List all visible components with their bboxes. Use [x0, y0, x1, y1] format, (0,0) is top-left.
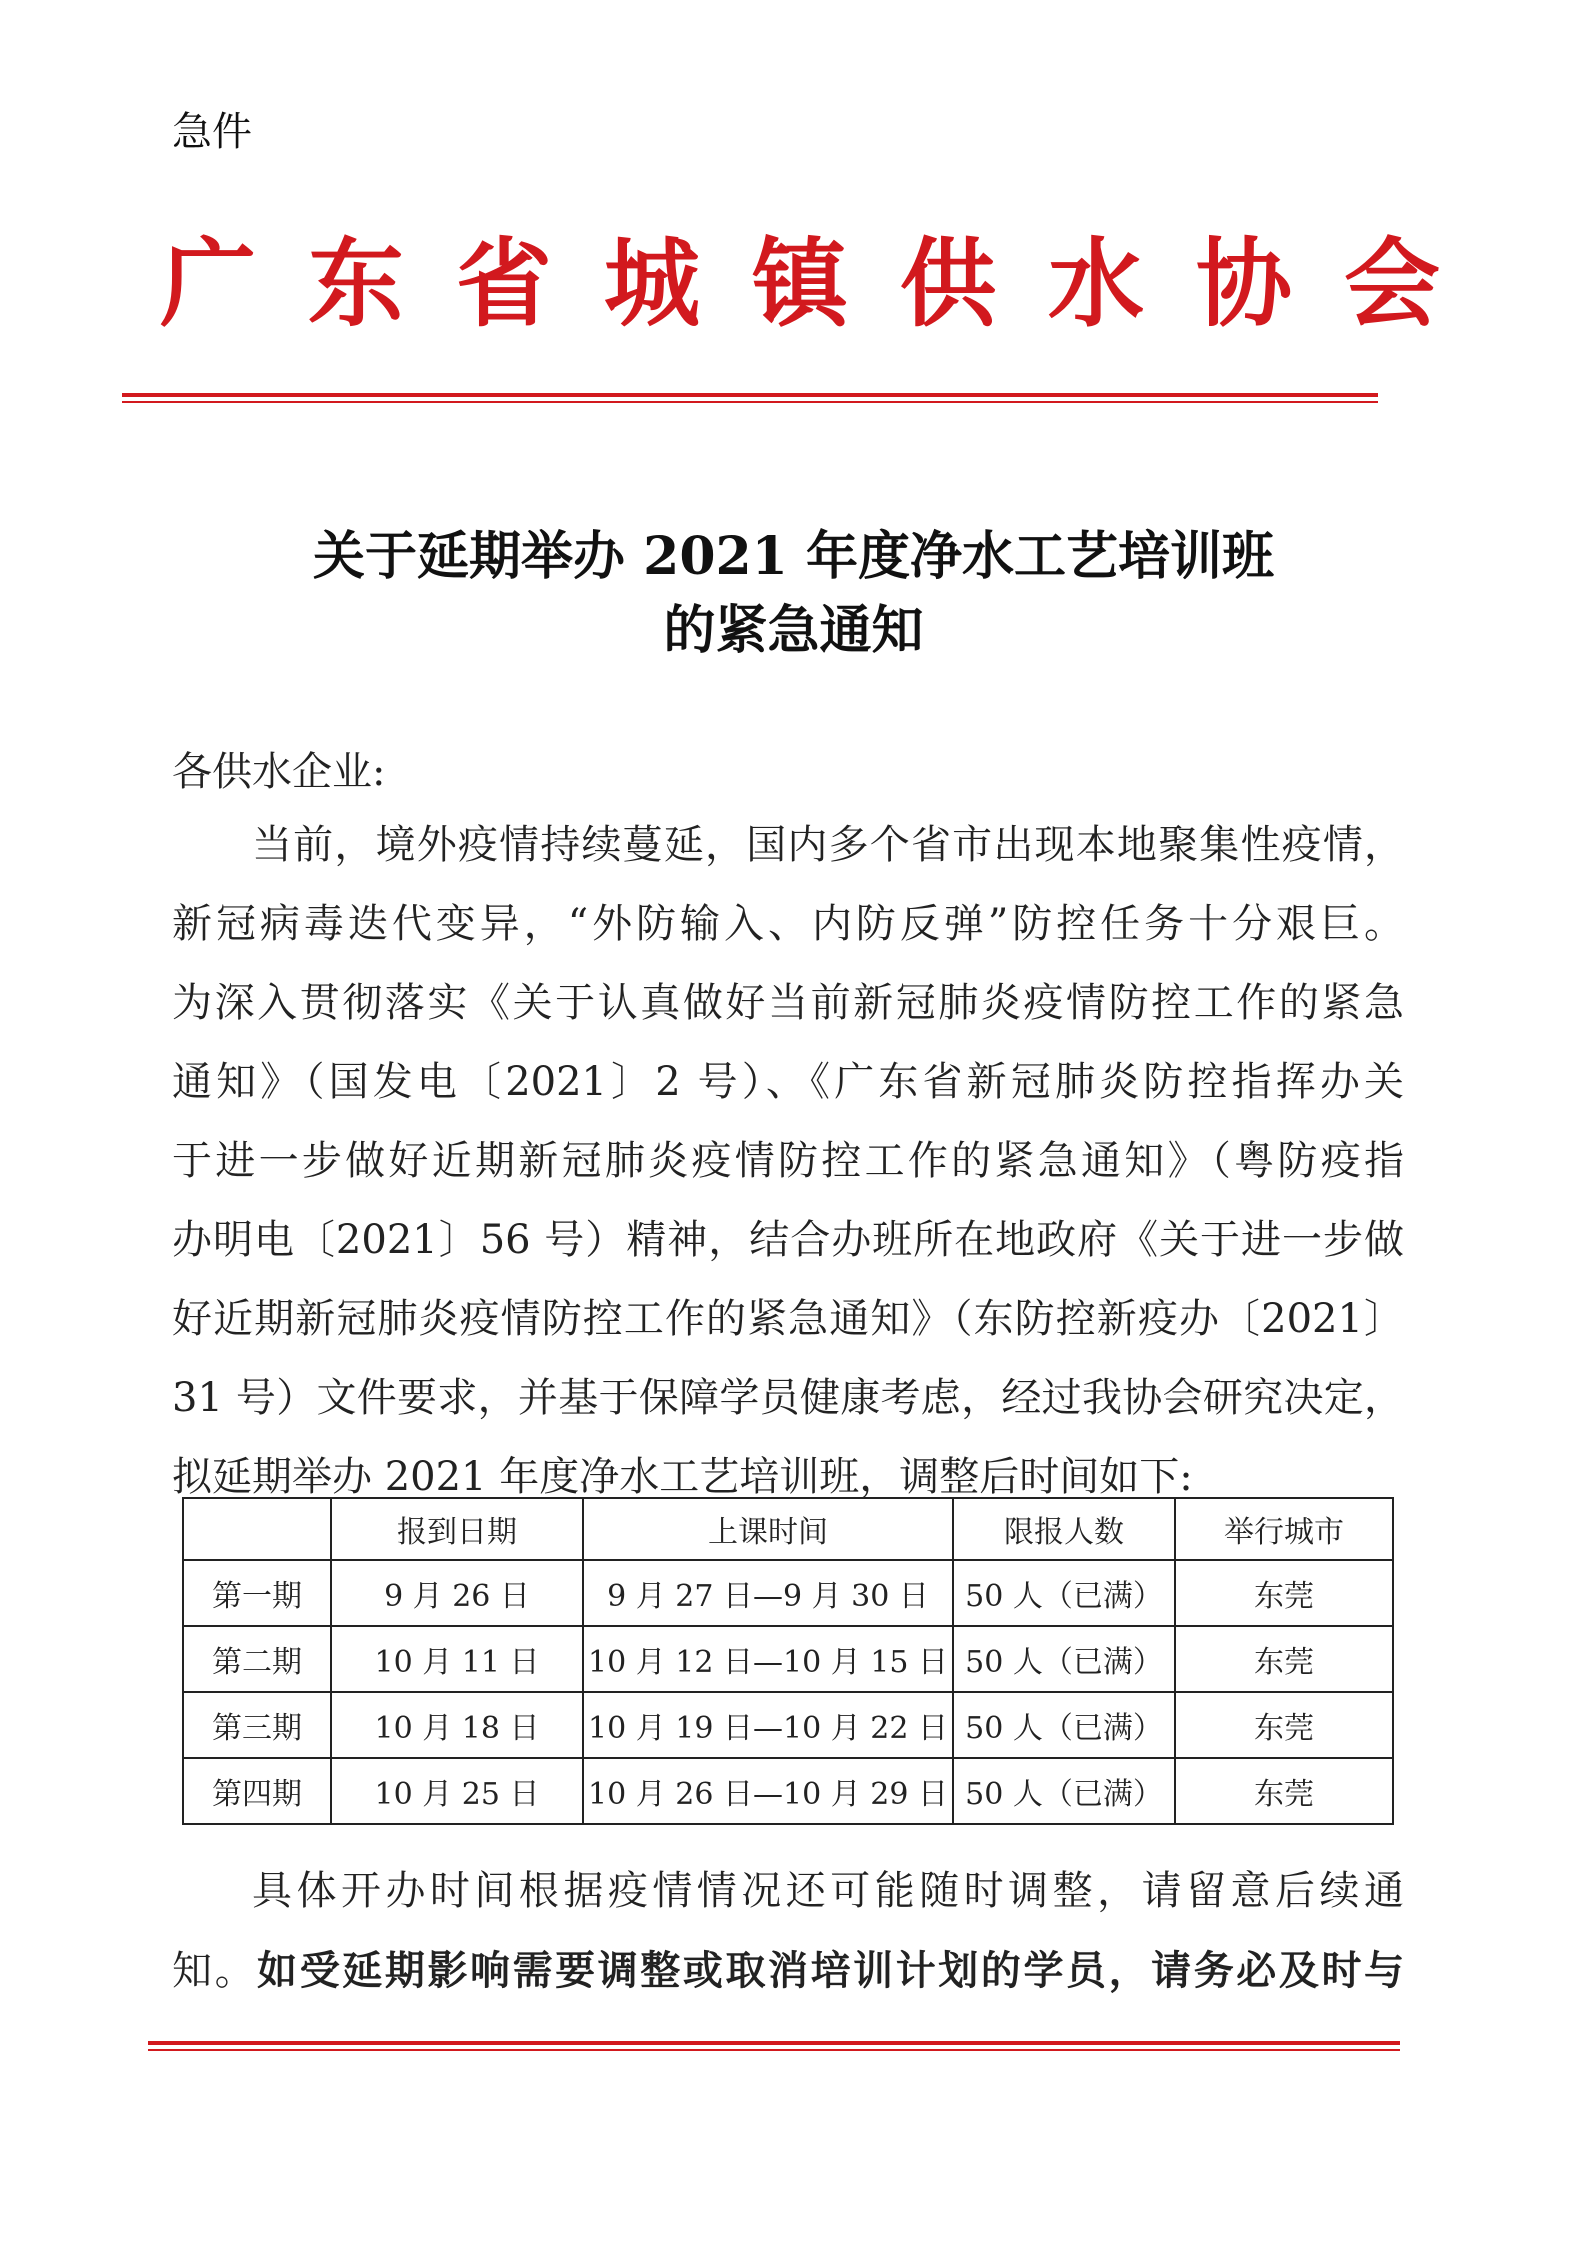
- urgent-label: 急件: [172, 109, 252, 155]
- organization-name: 广东省城镇供水协会: [160, 228, 1492, 340]
- table-cell: 50 人（已满）: [953, 1692, 1175, 1758]
- document-title-line2: 的紧急通知: [663, 600, 924, 661]
- body-paragraph-1: [172, 806, 1404, 1517]
- table-header-cell: 限报人数: [953, 1498, 1175, 1560]
- paragraph-line: 办明电〔2021〕56 号）精神，结合办班所在地政府《关于进一步做: [172, 1217, 1404, 1263]
- paragraph-line: [172, 1931, 1404, 2010]
- paragraph-line: 具体开办时间根据疫情情况还可能随时调整，请留意后续通: [252, 1868, 1404, 1914]
- table-row: [183, 1560, 1393, 1626]
- paragraph-line: 为深入贯彻落实《关于认真做好当前新冠肺炎疫情防控工作的紧急: [172, 980, 1404, 1026]
- table-cell: 50 人（已满）: [953, 1758, 1175, 1824]
- table-cell: 第四期: [183, 1758, 331, 1824]
- table-row: [183, 1626, 1393, 1692]
- header-divider-bottom: [122, 401, 1378, 403]
- paragraph-line: 通知》（国发电〔2021〕2 号）、《广东省新冠肺炎防控指挥办关: [172, 1059, 1404, 1105]
- table-cell: 10 月 12 日—10 月 15 日: [583, 1626, 953, 1692]
- table-cell: 9 月 26 日: [331, 1560, 583, 1626]
- table-row: [183, 1758, 1393, 1824]
- table-cell: 10 月 25 日: [331, 1758, 583, 1824]
- table-cell: 10 月 19 日—10 月 22 日: [583, 1692, 953, 1758]
- table-header-cell: [183, 1498, 331, 1560]
- table-cell: 东莞: [1175, 1692, 1393, 1758]
- footer-divider-top: [148, 2041, 1400, 2045]
- table-header-cell: 举行城市: [1175, 1498, 1393, 1560]
- footer-divider-bottom: [148, 2049, 1400, 2051]
- table-cell: 第三期: [183, 1692, 331, 1758]
- table-header-row: [183, 1498, 1393, 1560]
- paragraph-text: 知。: [172, 1948, 258, 1994]
- paragraph-line: 31 号）文件要求，并基于保障学员健康考虑，经过我协会研究决定，: [172, 1375, 1404, 1421]
- table-cell: 东莞: [1175, 1626, 1393, 1692]
- table-cell: 9 月 27 日—9 月 30 日: [583, 1560, 953, 1626]
- table-cell: 10 月 26 日—10 月 29 日: [583, 1758, 953, 1824]
- table-cell: 东莞: [1175, 1560, 1393, 1626]
- paragraph-line: 新冠病毒迭代变异，“外防输入、内防反弹”防控任务十分艰巨。: [172, 901, 1404, 947]
- table-header-cell: 报到日期: [331, 1498, 583, 1560]
- document-title-line1: 关于延期举办 2021 年度净水工艺培训班: [313, 526, 1274, 587]
- paragraph-line: 拟延期举办 2021 年度净水工艺培训班，调整后时间如下:: [172, 1454, 1193, 1500]
- schedule-table: [182, 1497, 1394, 1825]
- table-row: [183, 1692, 1393, 1758]
- paragraph-bold-text: 如受延期影响需要调整或取消培训计划的学员，请务必及时与: [257, 1947, 1405, 1994]
- header-divider-top: [122, 393, 1378, 397]
- paragraph-line: 当前，境外疫情持续蔓延，国内多个省市出现本地聚集性疫情，: [252, 822, 1404, 868]
- table-cell: 50 人（已满）: [953, 1626, 1175, 1692]
- salutation: 各供水企业:: [172, 749, 386, 795]
- body-paragraph-2: [172, 1852, 1404, 2010]
- table-cell: 10 月 11 日: [331, 1626, 583, 1692]
- table-cell: 50 人（已满）: [953, 1560, 1175, 1626]
- table-cell: 东莞: [1175, 1758, 1393, 1824]
- table-cell: 10 月 18 日: [331, 1692, 583, 1758]
- paragraph-line: 于进一步做好近期新冠肺炎疫情防控工作的紧急通知》（粤防疫指: [172, 1138, 1404, 1184]
- table-header-cell: 上课时间: [583, 1498, 953, 1560]
- table-cell: 第二期: [183, 1626, 331, 1692]
- table-cell: 第一期: [183, 1560, 331, 1626]
- paragraph-line: 好近期新冠肺炎疫情防控工作的紧急通知》（东防控新疫办〔2021〕: [172, 1296, 1404, 1342]
